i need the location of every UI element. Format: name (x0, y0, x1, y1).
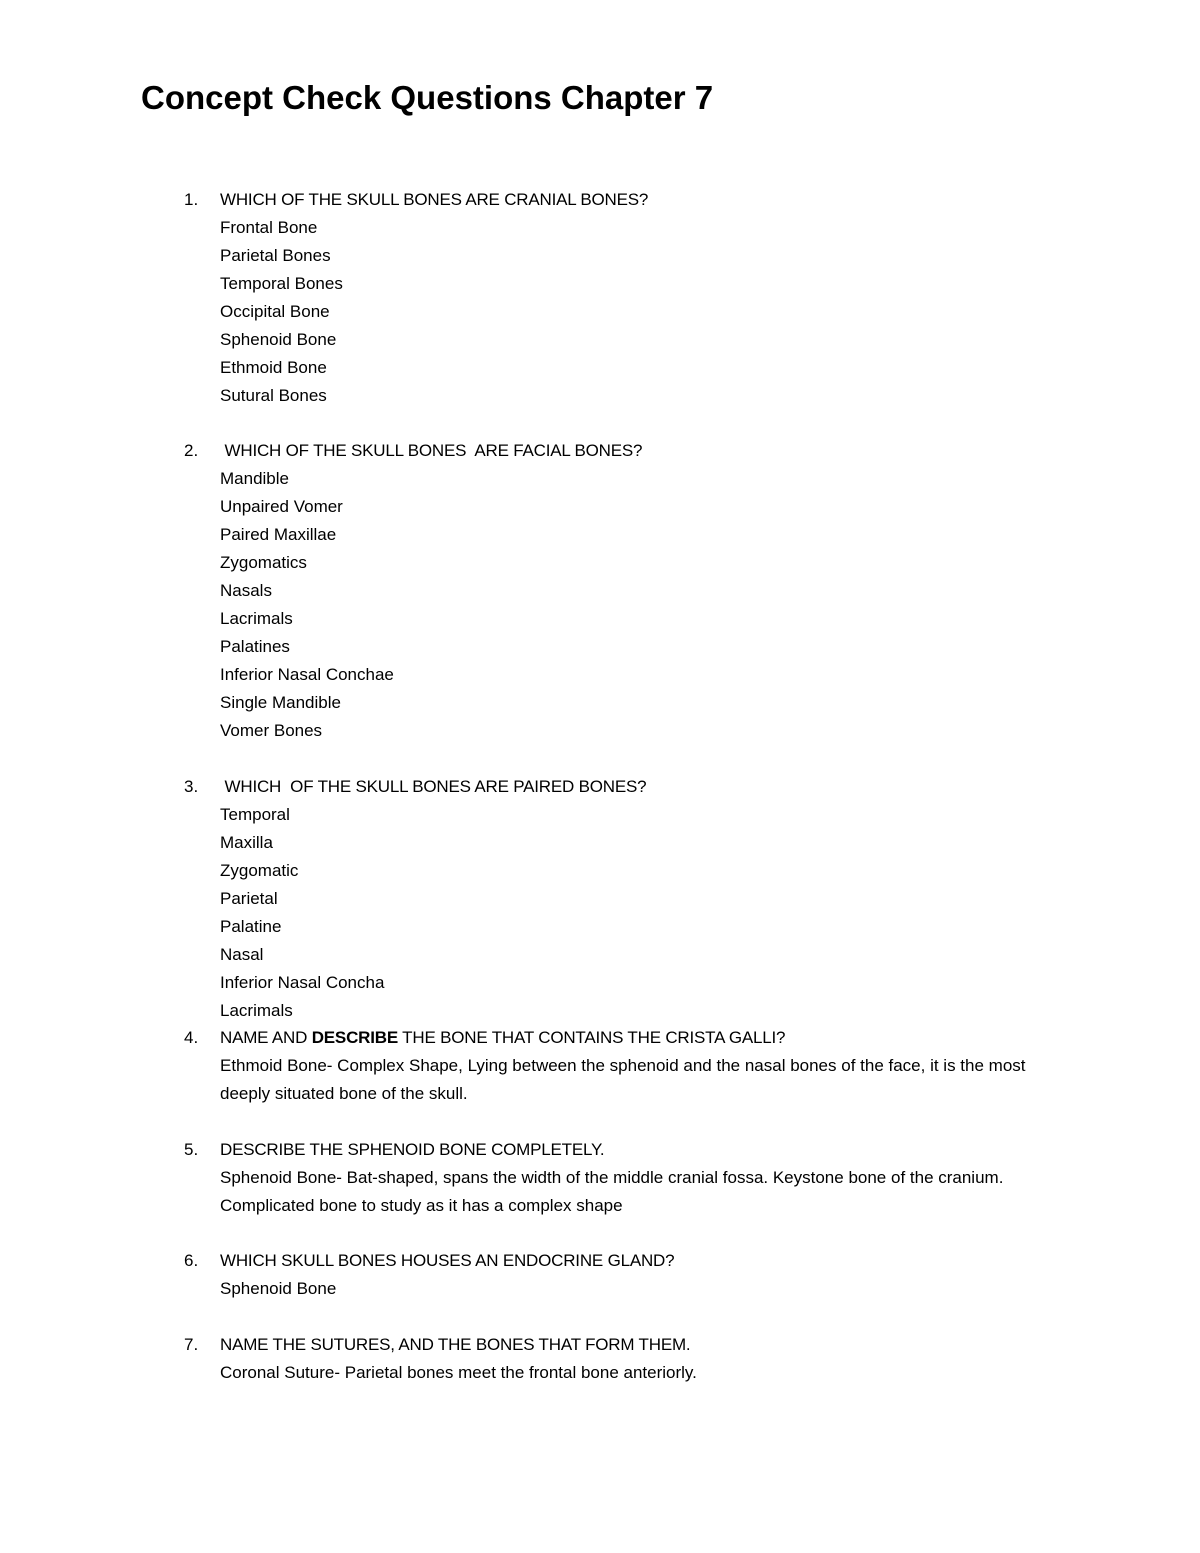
question-text: NAME THE SUTURES, AND THE BONES THAT FORM THEM. (220, 1335, 691, 1354)
answer-item: Unpaired Vomer (220, 497, 343, 516)
answer-item: Inferior Nasal Conchae (220, 665, 394, 684)
question-number: 3. (184, 777, 199, 796)
answer-item: Frontal Bone (220, 218, 318, 237)
answer-list (220, 465, 394, 745)
answer-item: Maxilla (220, 833, 273, 852)
answer-item: Paired Maxillae (220, 525, 337, 544)
question-text (220, 1024, 785, 1052)
answer-item: Sphenoid Bone (220, 330, 337, 349)
answer-paragraph: Sphenoid Bone (220, 1279, 337, 1298)
question-number: 5. (184, 1140, 199, 1159)
answer-item: Vomer Bones (220, 721, 323, 740)
answer-item: Parietal Bones (220, 246, 331, 265)
question-text: WHICH SKULL BONES HOUSES AN ENDOCRINE GLAND? (220, 1251, 675, 1270)
answer-item: Lacrimals (220, 609, 293, 628)
answer-item: Palatines (220, 637, 290, 656)
question-text-part: THE BONE THAT CONTAINS THE CRISTA GALLI? (397, 1028, 786, 1047)
answer-item: Zygomatic (220, 861, 299, 880)
answer-item: Sutural Bones (220, 386, 327, 405)
answer-item: Temporal (220, 805, 290, 824)
question-text-emphasis: DESCRIBE (311, 1028, 398, 1047)
question-text: DESCRIBE THE SPHENOID BONE COMPLETELY. (220, 1140, 605, 1159)
question-text: WHICH OF THE SKULL BONES ARE CRANIAL BONES? (220, 190, 649, 209)
answer-paragraph: Sphenoid Bone- Bat-shaped, spans the width of the middle cranial fossa. Keystone bone of the cranium. Complicated bone to study as it has a complex shape (220, 1168, 1004, 1215)
answer-item: Occipital Bone (220, 302, 330, 321)
answer-item: Single Mandible (220, 693, 341, 712)
answer-paragraph: Coronal Suture- Parietal bones meet the frontal bone anteriorly. (220, 1363, 697, 1382)
answer-item: Inferior Nasal Concha (220, 973, 385, 992)
answer-item: Zygomatics (220, 553, 307, 572)
answer-item: Ethmoid Bone (220, 358, 327, 377)
answer-paragraph: Ethmoid Bone- Complex Shape, Lying between the sphenoid and the nasal bones of the face, it is the most deeply situated bone of the skull. (220, 1056, 1026, 1103)
answer-item: Lacrimals (220, 1001, 293, 1020)
answer-item: Palatine (220, 917, 282, 936)
answer-item: Mandible (220, 469, 289, 488)
question-number: 6. (184, 1251, 199, 1270)
question-text: WHICH OF THE SKULL BONES ARE FACIAL BONES? (220, 441, 643, 460)
question-text-part: NAME AND (220, 1028, 312, 1047)
answer-item: Nasal (220, 945, 264, 964)
answer-list (220, 214, 343, 410)
page-title: Concept Check Questions Chapter 7 (141, 79, 714, 116)
answer-item: Parietal (220, 889, 278, 908)
answer-list (220, 801, 384, 1025)
question-number: 1. (184, 190, 199, 209)
question-number: 7. (184, 1335, 199, 1354)
answer-item: Nasals (220, 581, 272, 600)
answer-item: Temporal Bones (220, 274, 343, 293)
question-number: 2. (184, 441, 199, 460)
question-text: WHICH OF THE SKULL BONES ARE PAIRED BONES? (220, 777, 647, 796)
question-number: 4. (184, 1028, 199, 1047)
